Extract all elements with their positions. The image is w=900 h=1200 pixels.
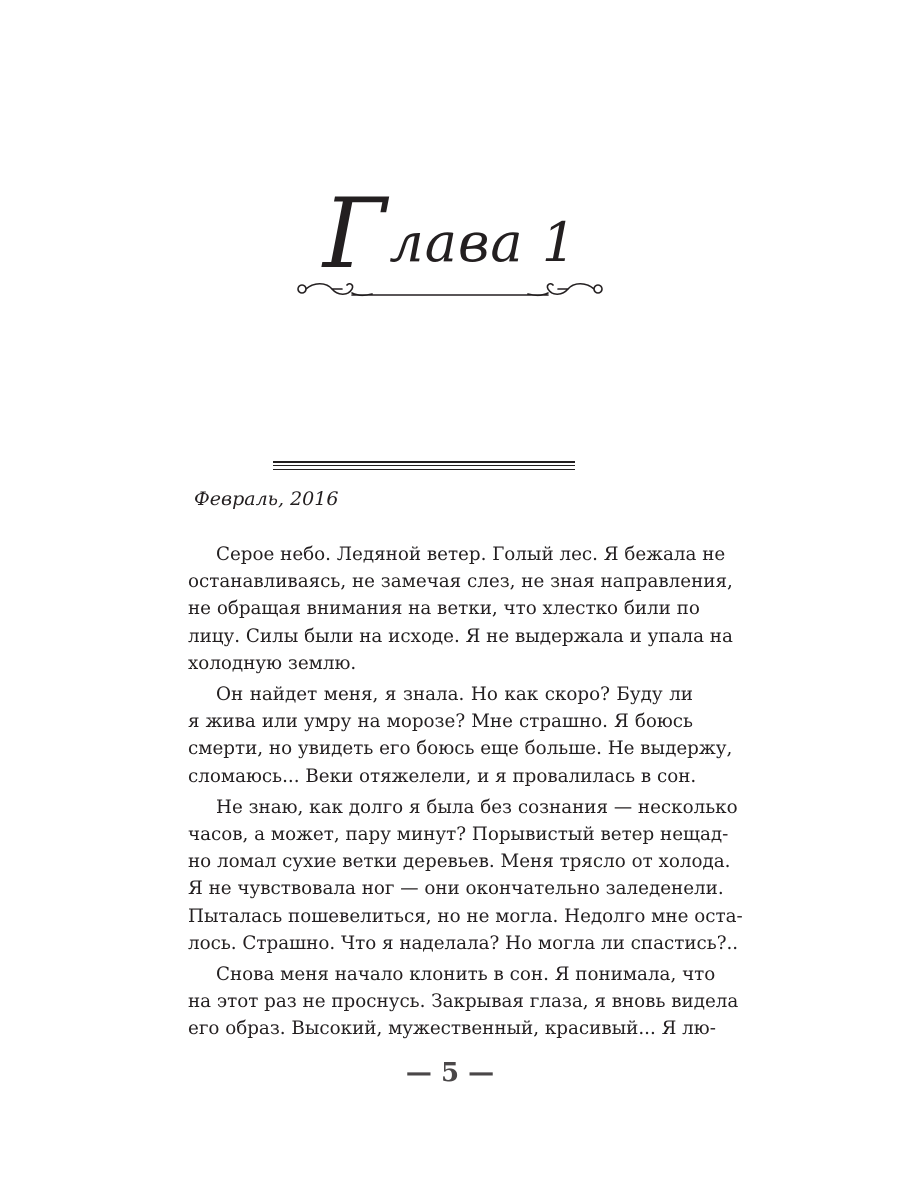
text-line: на этот раз не проснусь. Закрывая глаза, я вновь видела <box>188 991 739 1013</box>
text-line: но ломал сухие ветки деревьев. Меня трясло от холода. <box>188 851 731 873</box>
paragraph <box>160 961 739 1043</box>
text-line: лось. Страшно. Что я наделала? Но могла ли спастись?.. <box>188 932 739 954</box>
text-line: я жива или умру на морозе? Мне страшно. Я боюсь <box>188 711 693 733</box>
page-number: — 5 — <box>405 1058 495 1088</box>
text-line: его образ. Высокий, мужественный, красивый... Я лю- <box>188 1018 716 1040</box>
paragraph <box>160 681 733 790</box>
body-text <box>160 541 743 1047</box>
chapter-title-initial: Г <box>322 178 388 290</box>
chapter-title-rest: лава 1 <box>389 211 578 274</box>
text-line: часов, а может, пару минут? Порывистый ветер нещад- <box>188 824 729 846</box>
text-line: Он найдет меня, я знала. Но как скоро? Буду ли <box>216 684 693 706</box>
text-line: Пыталась пошевелиться, но не могла. Недолго мне оста- <box>188 905 743 927</box>
triple-rule-divider <box>273 461 575 473</box>
date-line: Февраль, 2016 <box>194 488 339 510</box>
text-line: Я не чувствовала ног — они окончательно заледенели. <box>188 878 724 900</box>
text-line: Снова меня начало клонить в сон. Я понимала, что <box>216 964 716 986</box>
text-line: Не знаю, как долго я была без сознания — несколько <box>216 796 738 818</box>
paragraph <box>160 794 743 957</box>
text-line: сломаюсь... Веки отяжелели, и я провалилась в сон. <box>188 765 697 787</box>
text-line: останавливаясь, не замечая слез, не зная направления, <box>188 571 733 593</box>
text-line: Серое небо. Ледяной ветер. Голый лес. Я бежала не <box>216 544 726 565</box>
text-line: не обращая внимания на ветки, что хлестко били по <box>188 598 700 620</box>
text-line: холодную землю. <box>188 652 357 674</box>
text-line: лицу. Силы были на исходе. Я не выдержала и упала на <box>188 625 733 647</box>
flourish-ornament-icon <box>290 274 610 304</box>
text-line: смерти, но увидеть его боюсь еще больше. Не выдержу, <box>188 738 733 760</box>
paragraph <box>160 541 733 677</box>
